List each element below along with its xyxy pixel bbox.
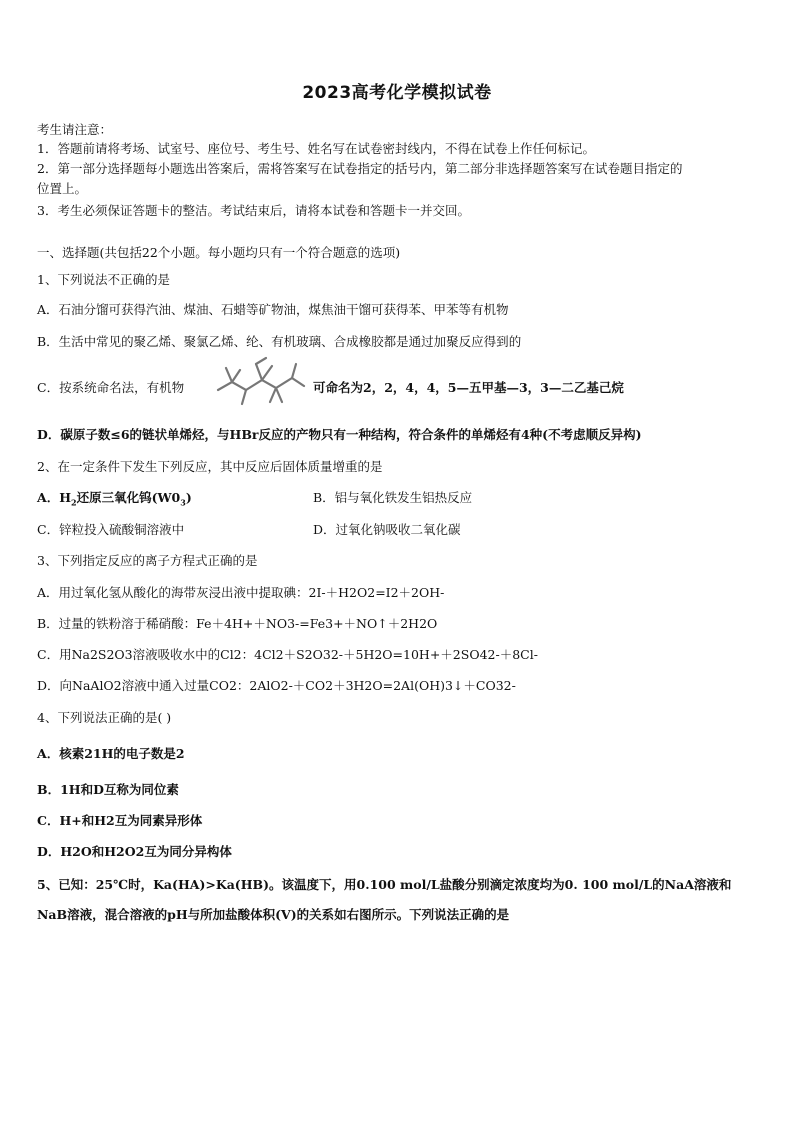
q2-a-close: ) bbox=[185, 490, 192, 505]
q2-a-subscript: 3 bbox=[180, 497, 186, 508]
q2-stem: 2、在一定条件下发生下列反应，其中反应后固体质量增重的是 bbox=[37, 459, 383, 474]
q4-option-d: D．H2O和H2O2互为同分异构体 bbox=[37, 844, 232, 859]
q4-option-b: B．1H和D互称为同位素 bbox=[37, 782, 179, 797]
notice-heading: 考生请注意： bbox=[37, 122, 113, 137]
q1-option-a: A．石油分馏可获得汽油、煤油、石蜡等矿物油，煤焦油干馏可获得苯、甲苯等有机物 bbox=[37, 302, 509, 317]
q4-stem: 4、下列说法正确的是( ) bbox=[37, 710, 172, 725]
q3-stem: 3、下列指定反应的离子方程式正确的是 bbox=[37, 553, 258, 568]
q2-option-d: D．过氧化钠吸收二氧化碳 bbox=[313, 522, 461, 537]
skeletal-formula-image bbox=[212, 356, 308, 408]
notice-item-1: 1．答题前请将考场、试室号、座位号、考生号、姓名写在试卷密封线内，不得在试卷上作任何标记。 bbox=[37, 141, 595, 156]
q2-a-prefix: A． bbox=[37, 490, 60, 505]
q5-line-2: NaB溶液，混合溶液的pH与所加盐酸体积(V)的关系如右图所示。下列说法正确的是 bbox=[37, 907, 510, 922]
q2-option-b: B．铝与氧化铁发生铝热反应 bbox=[313, 490, 473, 505]
q4-option-c: C．H+和H2互为同素异形体 bbox=[37, 813, 203, 828]
q4-option-a: A．核素21H的电子数是2 bbox=[37, 746, 185, 761]
q3-option-b: B．过量的铁粉溶于稀硝酸：Fe＋4H+＋NO3-=Fe3+＋NO↑＋2H2O bbox=[37, 616, 438, 631]
notice-item-2-cont: 位置上。 bbox=[37, 181, 88, 196]
q1-option-d: D．碳原子数≤6的链状单烯烃，与HBr反应的产物只有一种结构，符合条件的单烯烃有4种(不考虑顺反异构) bbox=[37, 427, 642, 442]
q2-a-text: 还原三氧化钨(W0 bbox=[76, 490, 181, 505]
q1-option-b: B．生活中常见的聚乙烯、聚氯乙烯、纶、有机玻璃、合成橡胶都是通过加聚反应得到的 bbox=[37, 334, 522, 349]
q2-option-a bbox=[37, 489, 192, 507]
q3-option-a: A．用过氧化氢从酸化的海带灰浸出液中提取碘：2I-＋H2O2=I2＋2OH- bbox=[37, 585, 445, 600]
section-heading: 一、选择题(共包括22个小题。每小题均只有一个符合题意的选项) bbox=[37, 245, 401, 260]
q5-line-1: 5、已知：25℃时，Ka(HA)>Ka(HB)。该温度下，用0.100 mol/L盐酸分别滴定浓度均为0. 100 mol/L的NaA溶液和 bbox=[37, 877, 732, 892]
q1-option-c-post: 可命名为2，2，4，4，5—五甲基—3，3—二乙基己烷 bbox=[313, 380, 624, 395]
q3-option-c: C．用Na2S2O3溶液吸收水中的Cl2：4Cl2＋S2O32-＋5H2O=10H+＋2SO42-＋8Cl- bbox=[37, 647, 538, 662]
page-title: 2023高考化学模拟试卷 bbox=[302, 83, 492, 103]
q2-a-h-subscript: 2 bbox=[71, 497, 77, 508]
q1-stem: 1、下列说法不正确的是 bbox=[37, 272, 170, 287]
q1-option-c-pre: C．按系统命名法，有机物 bbox=[37, 380, 185, 395]
q3-option-d: D．向NaAlO2溶液中通入过量CO2：2AlO2-＋CO2＋3H2O=2Al(OH)3↓＋CO32- bbox=[37, 678, 516, 693]
q2-a-hydrogen: H bbox=[59, 490, 72, 505]
q2-option-c: C．锌粒投入硫酸铜溶液中 bbox=[37, 522, 185, 537]
notice-item-3: 3．考生必须保证答题卡的整洁。考试结束后，请将本试卷和答题卡一并交回。 bbox=[37, 203, 470, 218]
notice-item-2: 2．第一部分选择题每小题选出答案后，需将答案写在试卷指定的括号内，第二部分非选择题答案写在试卷题目指定的 bbox=[37, 161, 683, 176]
